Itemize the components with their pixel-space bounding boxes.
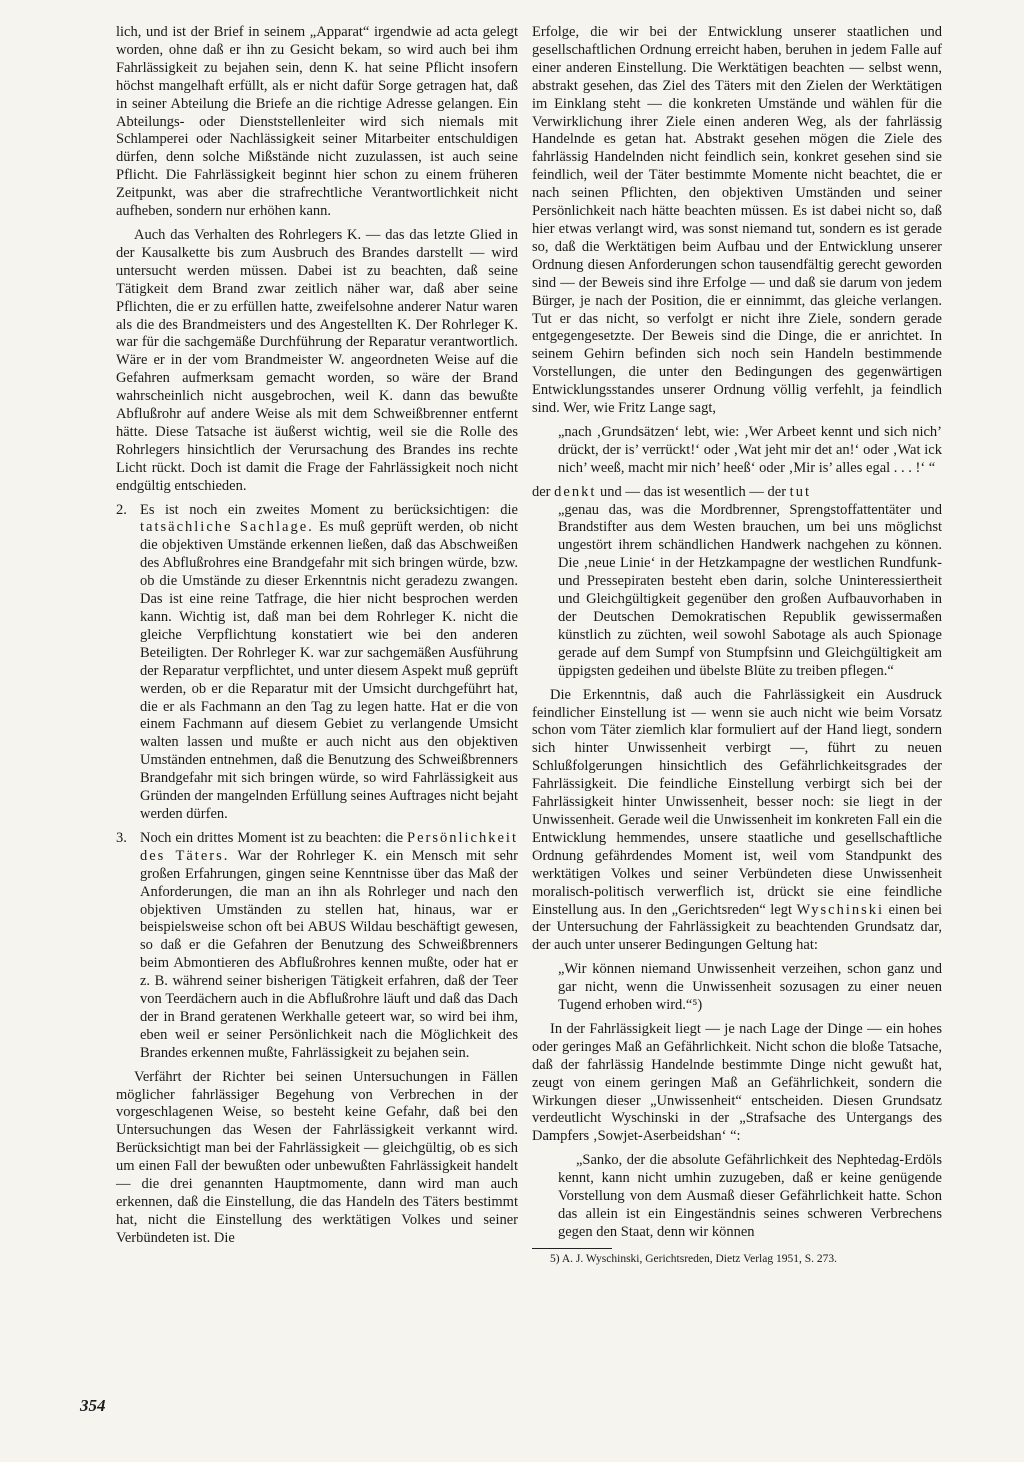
list-number-3: 3. bbox=[116, 829, 127, 846]
left-paragraph-3: Verfährt der Richter bei seinen Untersuchungen in Fällen möglicher fahrlässiger Begehung von Verbrechen in der vorgeschlagenen Weise, so besteht keine Gefahr, daß bei den Untersuchungen das Wesen der Fahrlässigkeit verkannt wird. Berücksichtigt man bei der Fahrlässigkeit — gleichgültig, ob es sich um einen Fall der bewußten oder unbewußten Fahrlässigkeit handelt — die drei genannten Hauptmomente, dann wird man auch erkennen, daß die Einstellung, die das Handeln des Täters bestimmt hat, nicht die Einstellung des werktätigen Volkes und seiner Verbündeten ist. Die bbox=[116, 1068, 518, 1246]
footnote-rule bbox=[532, 1248, 612, 1249]
quote-lange-2: „genau das, was die Mordbrenner, Sprengstoffattentäter und Brandstifter aus dem Westen brauchen, um bei uns möglichst ungestört ihrem schändlichen Handwerk nachgehen zu können. Die ‚neue Linie‘ in der Hetzkampagne der westlichen Rundfunk- und Pressepiraten besteht eben darin, solche Uninteressiertheit und Gleichgültigkeit gegenüber den großen Aufbauvorhaben in der Deutschen Demokratischen Republik gewissermaßen künstlich zu züchten, weil sowohl Sabotage als auch Spionage gerade auf dem Sumpf von Stumpfsinn und Gleichgültigkeit am üppigsten gedeihen und übelste Blüte zu treiben pflegen.“ bbox=[558, 501, 942, 679]
der-denkt-middle: und — das ist wesentlich — der bbox=[599, 483, 787, 500]
list-item-2-text: Es muß geprüft werden, ob nicht die objektiven Umstände erkennen ließen, daß das Abschweißen des Abflußrohres eine Brandgefahr mit sich bringen würde, bzw. ob die Umstände zu dieser Erkenntnis nicht geradezu zwangen. Das ist eine reine Tatfrage, die hier nicht besprochen werden kann. Wichtig ist, daß man bei dem Rohrleger K. nicht die gleiche Verpflichtung konstatiert wie bei den anderen Beteiligten. Der Rohrleger K. war zur sachgemäßen Ausführung der Reparatur verpflichtet, und unter diesem Aspekt muß geprüft werden, ob er die Reparatur mit der Umsicht durchgeführt hat, die er als Fachmann an den Tag zu legen hatte. Hat er die von einem Fachmann auf diesem Gebiet zu verlangende Umsicht walten lassen und mußte er auch nicht aus den objektiven Umständen entnehmen, daß die Benutzung des Schweißbrenners Brandgefahr mit sich bringen würde, so wird Fahrlässigkeit aus Gründen der mangelnden Erfüllung seines Auftrages nicht bejaht werden dürfen. bbox=[140, 519, 518, 822]
right-paragraph-1: Erfolge, die wir bei der Entwicklung unserer staatlichen und gesellschaftlichen Ordnung erreicht haben, beruhen in jedem Falle auf einer anderen Einstellung. Die Werktätigen beachten — selbst wenn, abstrakt gesehen, das Ziel des Täters mit den Zielen der Werktätigen im Einklang steht — die konkreten Umstände und wählen für die Verwirklichung ihrer Ziele einen anderen Weg, als der fahrlässig Handelnde es getan hat. Abstrakt gesehen mögen die Ziele des fahrlässig Handelnden nicht feindlich sein, konkret gesehen sind sie feindlich, weil der Täter bestimmte Momente nicht beachtet, die er nach seinen Pflichten, den objektiven Umständen und seiner Persönlichkeit nach hätte beachten müssen. Es ist dabei nicht so, daß hier etwas verlangt wird, was sonst niemand tut, sondern es ist gerade so, daß die Werktätigen beim Aufbau und der Entwicklung unserer Ordnung diesen Anforderungen schon tausendfältig gerecht geworden sind — der Beweis sind ihre Erfolge — und daß sie darum von jedem Bürger, je nach der Position, die er einnimmt, das gleiche verlangen. Tut er das nicht, so verfolgt er nicht ihre Ziele, sondern gerade entgegengesetzte. Der Beweis sind die Dinge, die er anrichtet. In seinem Gehirn befinden sich noch sein Handeln bestimmende Vorstellungen, die unter den Bedingungen des gegenwärtigen Entwicklungsstandes unserer Ordnung völlig verfehlt, ja feindlich sind. Wer, wie Fritz Lange sagt, bbox=[532, 24, 942, 417]
list-item-2-emphasis: tatsächliche Sachlage. bbox=[140, 519, 314, 536]
right-paragraph-3: In der Fahrlässigkeit liegt — je nach Lage der Dinge — ein hohes oder geringes Maß an Gefährlichkeit. Nicht schon die bloße Tatsache, daß der fahrlässig Handelnde bestimmte Dinge nicht gewußt hat, zeugt von einem geringen Maß an Gefährlichkeit, sondern die Wirkungen dieser „Unwissenheit“ entscheiden. Diesen Grundsatz verdeutlicht Wyschinski in der „Strafsache des Untergangs des Dampfers ‚Sowjet-Aserbeidshan‘ “: bbox=[532, 1020, 942, 1145]
quote-wyschinski-1: „Wir können niemand Unwissenheit verzeihen, schon ganz und gar nicht, wenn die Unwissenheit sozusagen zu einer neuen Tugend erhoben wird.“⁵) bbox=[558, 961, 942, 1014]
right-paragraph-2-text: Die Erkenntnis, daß auch die Fahrlässigkeit ein Ausdruck feindlicher Einstellung ist — wenn sie auch nicht wie beim Vorsatz schon vom Täter ziemlich klar formuliert auf der Hand liegt, sondern sich hinter Unwissenheit verbirgt —, führt zu neuen Schlußfolgerungen hinsichtlich des Gefährlichkeitsgrades der Fahrlässigkeit. Die feindliche Einstellung verbirgt sich bei der Fahrlässigkeit hinter Unwissenheit, besser noch: sie liegt in der Unwissenheit. Gerade weil die Unwissenheit im konkreten Fall ein die Entwicklung hemmendes, unsere staatliche und gesellschaftliche Ordnung gefährdendes Moment ist, weil vom Standpunkt des werktätigen Volkes und seiner Verbündeten diese Unwissenheit moralisch-politisch verwerflich ist, drückt sie eine feindliche Einstellung aus. In den „Gerichtsreden“ legt bbox=[532, 686, 942, 918]
der-denkt-line bbox=[532, 484, 942, 502]
left-paragraph-1: lich, und ist der Brief in seinem „Apparat“ irgendwie ad acta gelegt worden, ohne daß er ihn zu Gesicht bekam, so wird auch bei ihm Fahrlässigkeit zu bejahen sein, denn K. hat seine Pflicht insofern höchst mangelhaft erfüllt, als er nicht dafür Sorge getragen hat, daß in seiner Abteilung die Briefe an die richtige Adresse gelangen. Ein Abteilungs- oder Dienststellenleiter wird sich niemals mit Schlamperei oder Nachlässigkeit seiner Mitarbeiter entschuldigen dürfen, denn solche Mißstände nicht zuzulassen, ist auch seine Pflicht. Die Fahrlässigkeit beginnt hier schon zu einem früheren Zeitpunkt, was aber die strafrechtliche Verantwortlichkeit nicht aufheben, sondern nur erhöhen kann. bbox=[116, 24, 518, 220]
quote-wyschinski-2: „Sanko, der die absolute Gefährlichkeit des Nephtedag-Erdöls kennt, kann nicht umhin zuzugeben, daß er keine genügende Vorstellung von dem Ausmaß dieser Gefährlichkeit hatte. Schon das allein ist ein Eingeständnis seines schweren Verbrechens gegen den Staat, denn wir können bbox=[558, 1152, 942, 1240]
left-column bbox=[116, 24, 518, 1248]
right-column bbox=[532, 24, 942, 1266]
list-item-3-intro: Noch ein drittes Moment ist zu beachten: die bbox=[140, 829, 404, 846]
der-word: der bbox=[532, 483, 551, 500]
right-paragraph-2-end: einen bei der Untersuchung der Fahrlässigkeit zu beachtenden Grundsatz dar, der auch unter unserer Bedingungen Geltung hat: bbox=[532, 901, 942, 954]
list-item-3-text: War der Rohrleger K. ein Mensch mit sehr großen Erfahrungen, gingen seine Kenntnisse über das Maß der Anforderungen, die man an ihn als Rohrleger und nach den objektiven Umständen zu stellen hat, hinaus, war er beispielsweise schon oft bei ABUS Wildau beschäftigt gewesen, so daß er die Gefahren der Benutzung des Schweißbrenners beim Abmontieren des Abflußrohres kennen mußte, oder hat er z. B. während seiner bisherigen Tätigkeit erfahren, daß der Teer von Teerdächern auch in die Abflußrohre läuft und daß das Dach der in Brand geratenen Werkhalle geteert war, so wird bei ihm, eben weil er seiner Persönlichkeit nach die Möglichkeit des Brandes erkennen mußte, Fahrlässigkeit zu bejahen sein. bbox=[140, 847, 519, 1061]
tut-emphasis: tut bbox=[789, 483, 811, 500]
list-item-3-emphasis: Persönlichkeit des Täters. bbox=[140, 829, 518, 864]
wyschinski-emphasis: Wyschinski bbox=[796, 901, 885, 918]
list-item-3 bbox=[116, 830, 518, 1063]
page-number: 354 bbox=[80, 1396, 106, 1415]
list-number-2: 2. bbox=[116, 501, 127, 518]
list-item-2 bbox=[116, 502, 518, 824]
left-paragraph-2: Auch das Verhalten des Rohrlegers K. — das das letzte Glied in der Kausalkette bis zum Ausbruch des Brandes darstellt — wird untersucht werden müssen. Dabei ist zu beachten, daß seine Tätigkeit dem Brand zwar zeitlich näher war, daß aber seine Pflichten, die er zu erfüllen hatte, zweifelsohne anderer Natur waren als die des Brandmeisters und des Angestellten K. Der Rohrleger K. war für die sachgemäße Durchführung der Reparatur verantwortlich. Wäre er in der vom Brandmeister W. angeordneten Weise auf die Gefahren aufmerksam gemacht worden, so wäre der Brand wahrscheinlich nicht ausgebrochen, weil K. dann das bewußte Abflußrohr auf andere Weise als mit dem Schweißbrenner entfernt hätte. Diese Tatsache ist äußerst wichtig, weil sie die Rolle des Rohrlegers hinsichtlich der Verursachung des Brandes ins rechte Licht rückt. Doch ist damit die Frage der Fahrlässigkeit noch nicht endgültig entschieden. bbox=[116, 226, 518, 494]
list-item-2-intro: Es ist noch ein zweites Moment zu berücksichtigen: die bbox=[140, 501, 518, 518]
right-paragraph-2 bbox=[532, 687, 942, 956]
footnote: 5) A. J. Wyschinski, Gerichtsreden, Dietz Verlag 1951, S. 273. bbox=[550, 1252, 837, 1265]
denkt-emphasis: denkt bbox=[554, 483, 597, 500]
quote-lange-1: „nach ‚Grundsätzen‘ lebt, wie: ‚Wer Arbeet kennt und sich nich’ drückt, der is’ verrückt!‘ oder ‚Wat jeht mir det an!‘ oder ‚Wat ick nich’ weeß, macht mir nich’ heeß‘ oder ‚Mir is’ alles egal . . . !‘ “ bbox=[558, 423, 942, 476]
